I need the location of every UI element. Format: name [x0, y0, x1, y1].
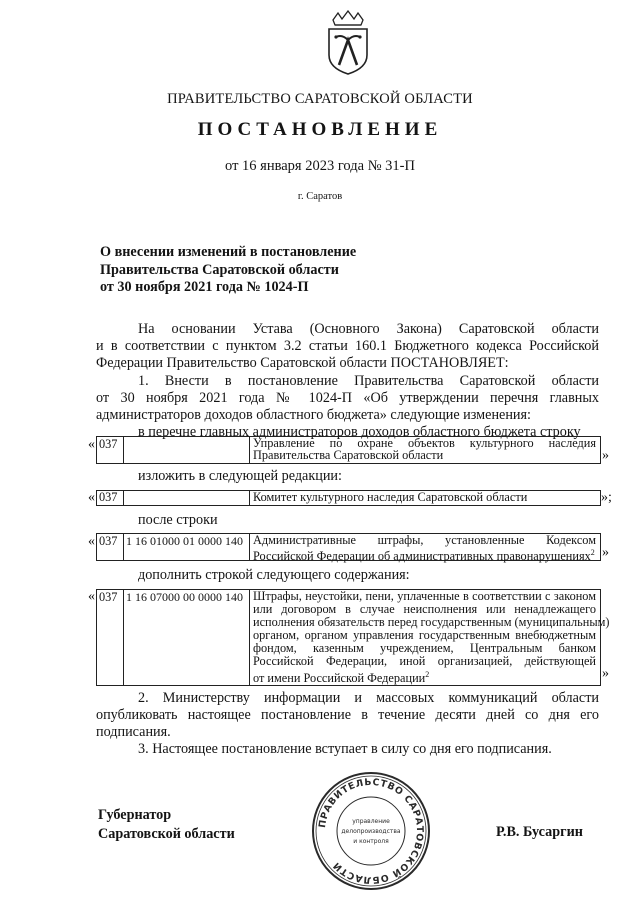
admin-code: 037: [99, 490, 118, 504]
body-line: администраторов доходов областного бюджета» следующие изменения:: [96, 407, 531, 423]
revenue-name-line: исполнения обязательств перед государственным (муниципальным): [253, 615, 610, 629]
body-line: изложить в следующей редакции:: [138, 468, 342, 484]
revenue-name-line: фондом, казенным учреждением, Центральным банком: [253, 641, 596, 655]
table-row-reference: [96, 533, 601, 564]
body-line: На основании Устава (Основного Закона) Саратовской области: [138, 321, 599, 337]
body-line: 1. Внести в постановление Правительства Саратовской области: [138, 373, 599, 389]
admin-name-line: Правительства Саратовской области: [253, 448, 444, 462]
close-quote: »: [602, 545, 609, 560]
organization-name: ПРАВИТЕЛЬСТВО САРАТОВСКОЙ ОБЛАСТИ: [167, 91, 473, 107]
admin-code: 037: [99, 534, 118, 548]
body-line: после строки: [138, 512, 218, 528]
subject-line: Правительства Саратовской области: [100, 261, 339, 278]
body-line: в перечне главных администраторов доходов областного бюджета строку: [138, 424, 581, 440]
revenue-name-line: Административные штрафы, установленные Кодексом: [253, 533, 596, 547]
saratov-coat-of-arms-icon: [325, 10, 371, 76]
subject-line: О внесении изменений в постановление: [100, 244, 357, 260]
body-line: от 30 ноября 2021 года № 1024-П «Об утверждении перечня главных: [96, 390, 599, 406]
revenue-name-line: органом, органом управления государственным внебюджетным: [253, 628, 596, 642]
table-row-new: [96, 490, 601, 506]
admin-name-line: Управление по охране объектов культурного наследия: [253, 436, 596, 450]
admin-name-line: Комитет культурного наследия Саратовской области: [253, 490, 528, 504]
document-type: ПОСТАНОВЛЕНИЕ: [197, 119, 443, 140]
signatory-title: Губернатор Саратовской области: [98, 807, 235, 842]
city: г. Саратов: [297, 191, 343, 202]
document-subject: [100, 244, 430, 297]
close-quote: »: [602, 666, 609, 681]
open-quote: «: [88, 437, 95, 452]
body-line: опубликовать настоящее постановление в течение десяти дней со дня его: [96, 707, 599, 723]
revenue-name-line: или договором в случае неисполнения или ненадлежащего: [253, 602, 596, 616]
admin-code: 037: [99, 437, 118, 451]
body-line: 2. Министерству информации и массовых коммуникаций области: [138, 690, 599, 706]
revenue-code: 1 16 01000 01 0000 140: [126, 534, 243, 548]
body-line: подписания.: [96, 724, 171, 740]
open-quote: «: [88, 534, 95, 549]
signatory-name: Р.В. Бусаргин: [496, 824, 583, 840]
open-quote: «: [88, 589, 95, 604]
official-seal-icon: [308, 768, 434, 894]
admin-code: 037: [99, 590, 118, 604]
body-line: 3. Настоящее постановление вступает в силу со дня его подписания.: [138, 741, 552, 757]
seal-center-text: и контроля: [353, 838, 389, 845]
revenue-name-line: Российской Федерации об административных правонарушениях$^2$: [253, 548, 595, 564]
close-quote: »: [602, 448, 609, 463]
table-row-added: [96, 589, 610, 686]
body-line: и в соответствии с пунктом 3.2 статьи 160.1 Бюджетного кодекса Российской: [96, 338, 599, 354]
seal-center-text: управление: [352, 818, 390, 825]
seal-ring-text: ПРАВИТЕЛЬСТВО САРАТОВСКОЙ ОБЛАСТИ: [316, 776, 426, 886]
footnote-mark: 2: [425, 670, 430, 679]
table-row-old: [96, 436, 601, 464]
body-line: Федерации Правительство Саратовской области ПОСТАНОВЛЯЕТ:: [96, 355, 509, 371]
date-and-number: от 16 января 2023 года № 31-П: [225, 158, 415, 174]
close-quote: »;: [601, 490, 612, 505]
revenue-name-line: Российской Федерации, иной организацией, действующей: [253, 654, 596, 668]
body-line: дополнить строкой следующего содержания:: [138, 567, 410, 583]
footnote-mark: 2: [590, 548, 595, 557]
revenue-name-line: от имени Российской Федерации$^2$: [253, 670, 430, 686]
revenue-code: 1 16 07000 00 0000 140: [126, 590, 243, 604]
revenue-name-line: Штрафы, неустойки, пени, уплаченные в соответствии с законом: [253, 589, 596, 603]
subject-line: от 30 ноября 2021 года № 1024-П: [100, 279, 309, 295]
open-quote: «: [88, 490, 95, 505]
seal-center-text: делопроизводства: [341, 828, 401, 835]
